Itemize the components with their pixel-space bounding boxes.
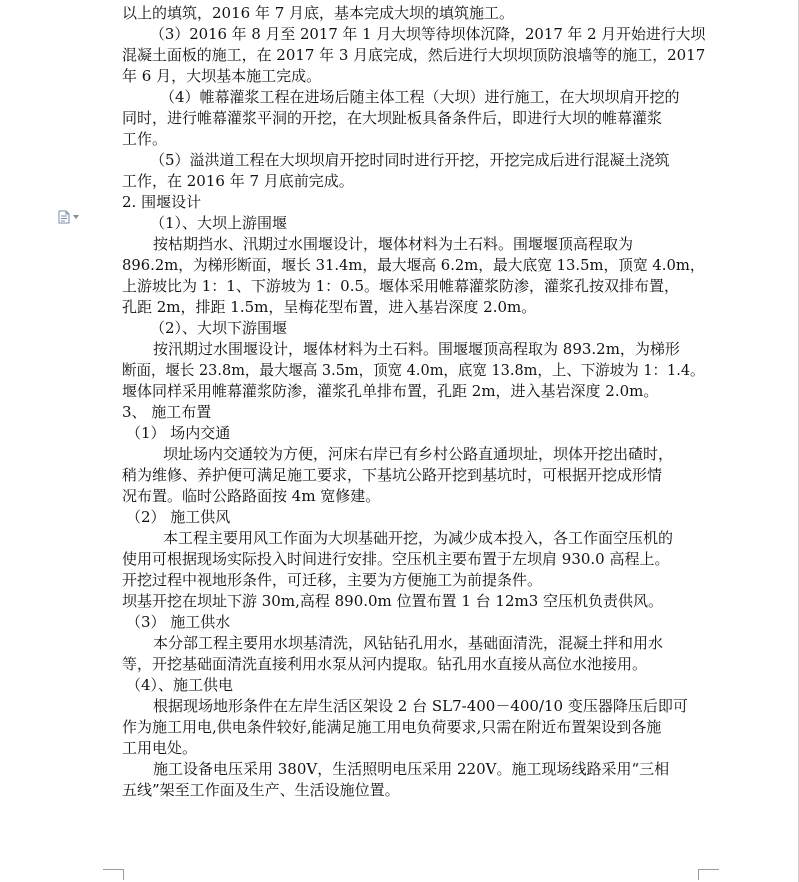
chevron-down-icon [73, 215, 79, 219]
document-icon [58, 210, 70, 224]
subsection-heading: （3） 施工供水 [126, 613, 231, 631]
text-line: 混凝土面板的施工，在 2017 年 3 月底完成，然后进行大坝坝顶防浪墙等的施工，2017 [122, 46, 706, 64]
subsection-heading: （2）、大坝下游围堰 [150, 319, 288, 337]
section-heading: 2. 围堰设计 [122, 193, 202, 211]
text-line: 本分部工程主要用水坝基清洗，风钻钻孔用水，基础面清洗，混凝土拌和用水 [153, 634, 664, 652]
text-line: 等，开挖基础面清洗直接利用水泵从河内提取。钻孔用水直接从高位水池接用。 [122, 655, 648, 673]
text-line: 896.2m，为梯形断面，堰长 31.4m，最大堰高 6.2m，最大底宽 13.5m，顶宽 4.0m， [122, 256, 705, 274]
subsection-heading: （1）、大坝上游围堰 [150, 214, 288, 232]
text-line: （5）溢洪道工程在大坝坝肩开挖时同时进行开挖，开挖完成后进行混凝土浇筑 [150, 151, 670, 169]
text-line: 稍为维修、养护便可满足施工要求，下基坑公路开挖到基坑时，可根据开挖成形情 [122, 466, 663, 484]
margin-corner-right [698, 869, 719, 880]
margin-corner-left [103, 869, 124, 880]
text-line: 上游坡比为 1：1、下游坡为 1：0.5。堰体采用帷幕灌浆防渗，灌浆孔按双排布置， [122, 277, 680, 295]
text-line: 以上的填筑，2016 年 7 月底，基本完成大坝的填筑施工。 [122, 4, 515, 22]
subsection-heading: （2） 施工供风 [126, 508, 231, 526]
text-line: 工作，在 2016 年 7 月底前完成。 [122, 172, 354, 190]
text-line: （3）2016 年 8 月至 2017 年 1 月大坝等待坝体沉降，2017 年 2 月开始进行大坝 [150, 25, 706, 43]
text-line: 工作。 [122, 130, 168, 148]
text-line: 年 6 月，大坝基本施工完成。 [122, 67, 322, 85]
text-line: 开挖过程中视地形条件，可迁移，主要为方便施工为前提条件。 [122, 571, 543, 589]
text-line: 工用电处。 [122, 739, 198, 757]
text-line: 使用可根据现场实际投入时间进行安排。空压机主要布置于左坝肩 930.0 高程上。 [122, 550, 670, 568]
text-line: 五线”架至工作面及生产、生活设施位置。 [122, 781, 400, 799]
text-line: 同时，进行帷幕灌浆平洞的开挖，在大坝趾板具备条件后，即进行大坝的帷幕灌浆 [122, 109, 663, 127]
section-heading: 3、 施工布置 [122, 403, 212, 421]
text-line: 孔距 2m，排距 1.5m，呈梅花型布置，进入基岩深度 2.0m。 [122, 298, 537, 316]
text-line: 按枯期挡水、汛期过水围堰设计，堰体材料为土石料。围堰堰顶高程取为 [153, 235, 634, 253]
subsection-heading: （4）、施工供电 [126, 676, 234, 694]
text-line: 堰体同样采用帷幕灌浆防渗，灌浆孔单排布置，孔距 2m，进入基岩深度 2.0m。 [122, 382, 659, 400]
text-line: 根据现场地形条件在左岸生活区架设 2 台 SL7-400－400/10 变压器降压后即可 [153, 697, 688, 715]
text-line: 作为施工用电,供电条件较好,能满足施工用电负荷要求,只需在附近布置架设到各施 [122, 718, 662, 736]
paragraph-marker[interactable] [58, 209, 86, 225]
text-line: 本工程主要用风工作面为大坝基础开挖，为减少成本投入，各工作面空压机的 [163, 529, 674, 547]
text-line: 施工设备电压采用 380V，生活照明电压采用 220V。施工现场线路采用“三相 [153, 760, 670, 778]
text-line: 断面，堰长 23.8m，最大堰高 3.5m，顶宽 4.0m，底宽 13.8m，上、下游坡为 1：1.4。 [122, 361, 705, 379]
text-line: 坝址场内交通较为方便，河床右岸已有乡村公路直通坝址，坝体开挖出碴时， [163, 445, 674, 463]
subsection-heading: （1） 场内交通 [126, 424, 231, 442]
text-line: （4）帷幕灌浆工程在进场后随主体工程（大坝）进行施工，在大坝坝肩开挖的 [160, 88, 680, 106]
text-line: 坝基开挖在坝址下游 30m,高程 890.0m 位置布置 1 台 12m3 空压机负责供风。 [122, 592, 664, 610]
text-line: 况布置。临时公路路面按 4m 宽修建。 [122, 487, 381, 505]
text-line: 按汛期过水围堰设计，堰体材料为土石料。围堰堰顶高程取为 893.2m，为梯形 [153, 340, 680, 358]
